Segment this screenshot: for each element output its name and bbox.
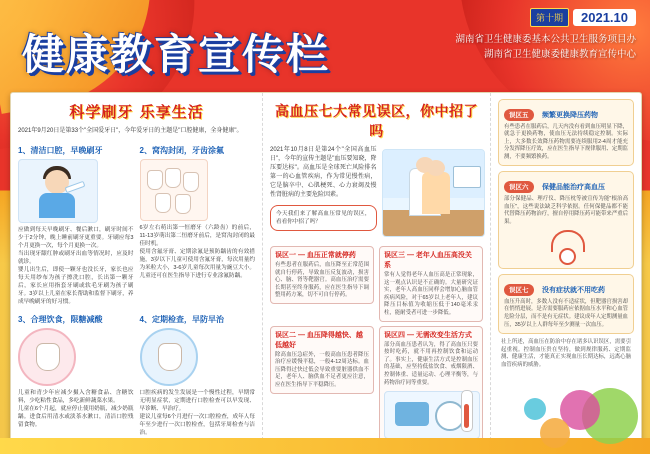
myth-body: 有些患者在服药后，血压降至正常范围就自行停药，导致血压反复波动，损害心、脑、肾等靶器官。高血压治疗需要长期甚至终身服药，应在医生指导下调整用药方案，切不可自行停药。 xyxy=(275,262,369,299)
right-footer-text: 社上所述，高血压在防治中存在诸多认识误区，需要引起重视。控制血压贵在坚持，做到规律服药、定期监测、健康生活，才能真正实现血压长期达标，远离心脑血管疾病的威胁。 xyxy=(501,339,631,368)
myth-title: 误区一 — 血压正常就停药 xyxy=(275,252,356,259)
myth-card xyxy=(379,246,483,322)
stethoscope-icon xyxy=(543,228,589,262)
left-sec2-heading: 2、窝沟封闭，牙齿涂氟 xyxy=(139,146,224,155)
right-box-title: 频繁更换降压药物 xyxy=(541,112,598,119)
left-sec4-heading: 4、定期检查，早防早治 xyxy=(139,315,224,324)
left-sec1-heading: 1、清洁口腔，早晚刷牙 xyxy=(18,146,103,155)
organization-block xyxy=(455,32,636,62)
left-lead-text: 2021年9月20日是第33个"全国爱牙日"，今年爱牙日的主题是"口腔健康，全身健康"。 xyxy=(18,128,243,134)
right-box-tag: 误区七 xyxy=(504,284,534,296)
right-box-title: 没有症状就不用吃药 xyxy=(541,287,605,295)
decor-bottom-circles xyxy=(524,376,644,450)
myth-card xyxy=(270,246,374,304)
left-sec3-heading: 3、合理饮食，限糖减酸 xyxy=(18,315,103,324)
left-section-title: 科学刷牙 乐享生活 xyxy=(69,103,204,121)
left-sec4-p1: 口腔疾病的发生发展是一个慢性过程，早期常无明显症状，定期进行口腔检查可以早发现、早诊断、早治疗。 xyxy=(139,390,255,412)
food-circle-illustration xyxy=(18,328,76,386)
issue-badge xyxy=(530,8,636,27)
speech-bubble: 今天我们来了解高血压常见的误区，看看你中招了吗？ xyxy=(270,205,377,231)
right-box-title: 保健品能治疗高血压 xyxy=(541,184,605,192)
left-sec2-p2: 使用含氟牙膏、定期涂氟是预防龋齿的有效措施，3岁以下儿童可使用含氟牙膏，每次用量约为米粒大小，3-6岁儿童每次用量为豌豆大小。儿童还可在医生指导下进行专业涂氟防龋。 xyxy=(139,249,255,279)
left-sec1-p3: 婴儿出生后，即使一颗牙也没长牙，家长也应每天用纱布为孩子擦洗口腔，长出第一颗牙后，家长应用指套牙刷或软毛牙刷为孩子刷牙。3岁以上儿童在家长帮助和监督下刷牙，养成早晚刷牙的好习惯。 xyxy=(18,267,134,305)
right-box-body: 部分保健品、理疗仪、降压枕等被宣传为能"根治高血压"，这些说法缺乏科学依据。任何保健品都不能代替降压药物治疗，擅自停用降压药可能带来严重后果。 xyxy=(504,195,628,225)
myth-body: 除高血压急症外，一般高血压患者降压治疗应缓慢平稳，一般4-12周达标。血压降得过快过低会导致重要脏器供血不足，老年人、脑供血不足者更应注意，应在医生指导下平稳降压。 xyxy=(275,351,369,388)
left-sec3-p2: 儿童在6个月起，就应停止使用奶瓶，减少奶瓶龋。进食后用清水或淡茶水漱口，清洁口腔残留食物。 xyxy=(18,406,134,428)
column-middle xyxy=(263,93,491,445)
myth-title: 误区四 — 无需改变生活方式 xyxy=(384,331,472,339)
left-sec1-p1: 应做到每天早晚刷牙、餐后漱口，刷牙时间不少于2分钟，晚上睡前刷牙更重要。牙刷应每3个月更换一次，每个月更换一次。 xyxy=(18,227,134,249)
right-box xyxy=(498,171,634,269)
myth-title: 误区二 — 血压降得越快、越低越好 xyxy=(275,331,363,349)
doctor-patient-illustration xyxy=(382,149,485,237)
left-sec4-p2: 建议儿童每6个月进行一次口腔检查，成年人每年至少进行一次口腔检查，包括牙周检查与洁治。 xyxy=(139,414,255,436)
issue-date: 2021.10 xyxy=(573,9,636,26)
left-sec1-p2: 当出现牙龈红肿或刷牙出血等情况时，应及时就诊。 xyxy=(18,251,134,265)
right-box-tag: 误区五 xyxy=(504,109,534,121)
blood-pressure-monitor-icon xyxy=(384,391,480,439)
myth-body: 常有人觉得老年人血压高是正常现象，这一观点认识是不正确的。大量研究证实，老年人高血压同样会增加心脑血管疾病风险，对于65岁以上老年人，建议降压目标值为收缩压低于140毫米汞柱，能耐受者可进一步降低。 xyxy=(384,272,478,316)
right-box-tag: 误区六 xyxy=(504,181,534,193)
left-sec2-p1: 6岁左右萌出第一恒磨牙（六龄齿）的前后，11-13岁萌出第二恒磨牙前后，是窝沟封闭的最佳时机。 xyxy=(139,225,255,247)
myth-title: 误区三 — 老年人血压高没关系 xyxy=(384,252,472,269)
right-box-body: 有些患者在服药后，几天内没有看到血压明显下降，就急于更换药物，使血压无法持续稳定控制。实际上，大多数长效降压药物需要连续服用2-4周才能充分发挥降压疗效，应在医生指导下规律服用、定期监测，不要频繁换药。 xyxy=(504,123,628,160)
myth-body: 部分高血压患者认为，得了高血压只要按时吃药，就不用再控制饮食和运动了。事实上，健康生活方式是控制血压的基础，应坚持低盐饮食、戒烟限酒、控制体重、适量运动、心理平衡等，与药物治疗同等重要。 xyxy=(384,341,478,386)
right-box-body: 血压升高时，多数人没有不适症状，但靶器官损害却在悄悄进展。是否需要服药应依据血压水平和心血管危险分层，而不是有无症状。建议成年人定期测量血压，35岁以上人群每年至少测量一次血压。 xyxy=(504,298,628,328)
myth-card xyxy=(379,326,483,444)
org-line-1: 湖南省卫生健康委基本公共卫生服务项目办 xyxy=(455,34,636,45)
issue-number: 第十期 xyxy=(530,8,569,27)
right-box xyxy=(498,274,634,334)
brushing-boy-illustration xyxy=(18,159,98,223)
middle-section-title: 高血压七大常见误区，你中招了吗 xyxy=(275,104,478,140)
poster-header xyxy=(0,0,650,86)
checkup-circle-illustration xyxy=(140,328,198,386)
thermometer-icon xyxy=(461,390,473,432)
page-title: 健康教育宣传栏 xyxy=(22,30,331,79)
middle-lead-text: 2021年10月8日是第24个"全国高血压日"，今年的宣传主题是"血压要知晓，降压要达标"。高血压是全球死亡风险排名第一的心血管疾病，作为常见慢性病，它是脑卒中、心肌梗死、心力衰竭及慢性肾脏病的主要危险因素。 xyxy=(270,147,377,198)
right-box xyxy=(498,99,634,166)
tooth-icon xyxy=(140,159,208,221)
column-left xyxy=(11,93,263,445)
left-sec3-p1: 儿童和青少年应减少摄入含糖食品、含糖饮料，少吃粘性食品，多吃新鲜蔬菜水果。 xyxy=(18,390,134,404)
myth-card xyxy=(270,326,374,394)
org-line-2: 湖南省卫生健康委健康教育宣传中心 xyxy=(483,49,636,60)
